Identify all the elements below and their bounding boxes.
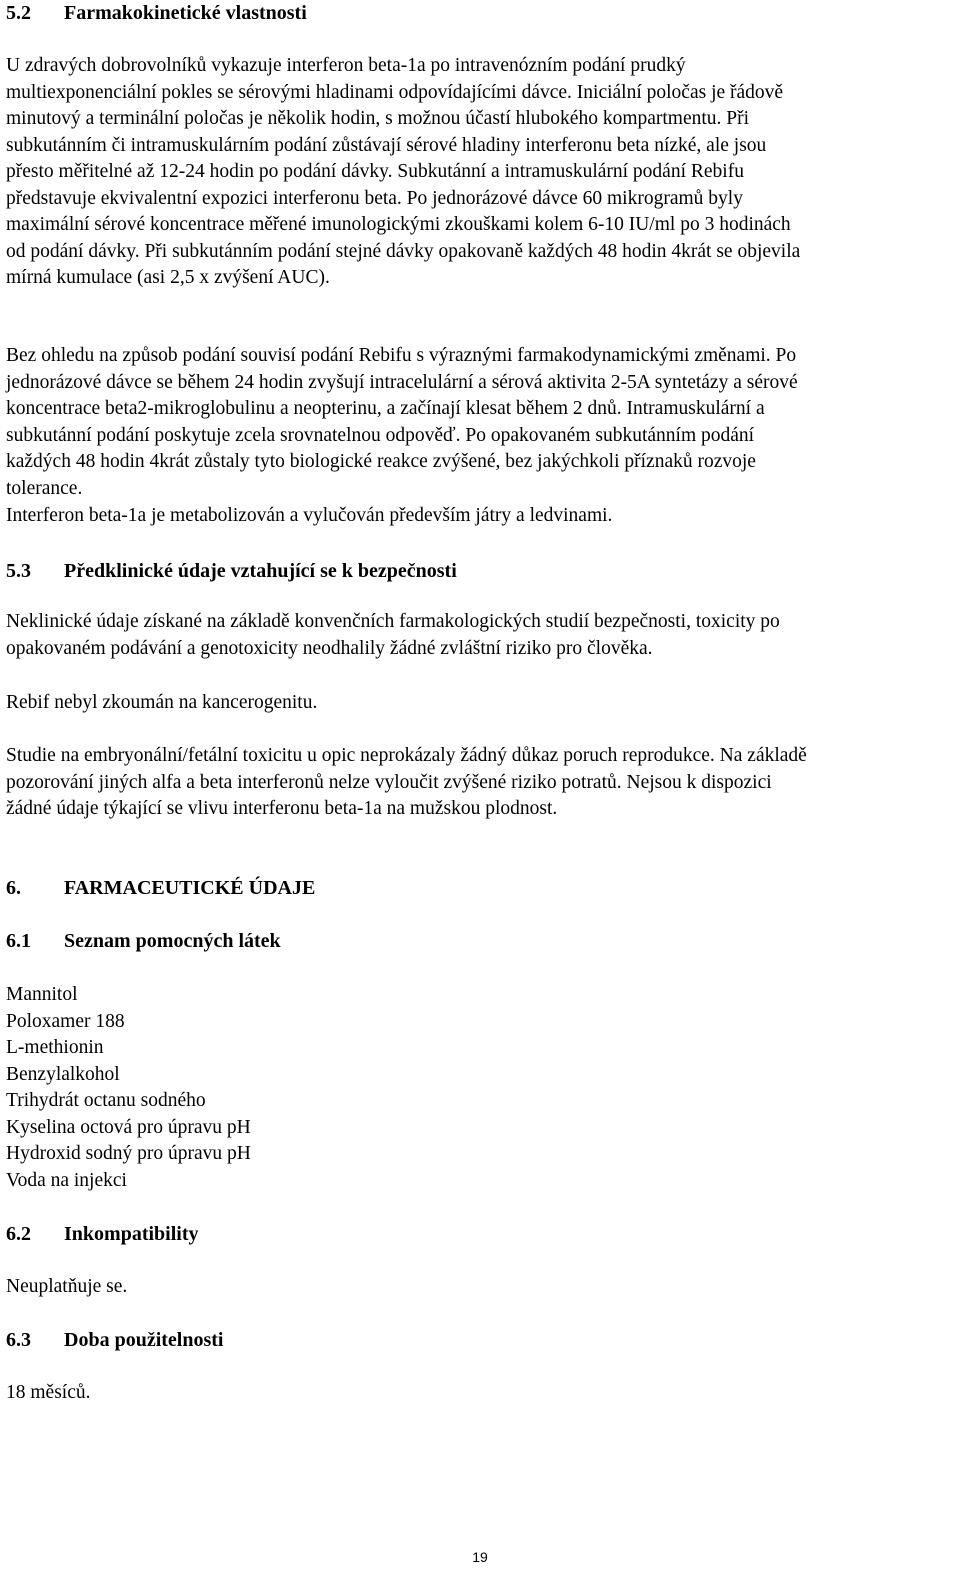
section-6-1-heading	[6, 928, 281, 954]
paragraph-preclinical-1	[6, 609, 954, 662]
list-item: L-methionin	[6, 1037, 104, 1058]
text-line: od podání dávky. Při subkutánním podání stejné dávky opakovaně každých 48 hodin 4krát se objevila	[6, 240, 801, 262]
section-title: FARMACEUTICKÉ ÚDAJE	[64, 877, 316, 899]
section-6-heading	[6, 875, 315, 901]
paragraph-pharmacokinetics-1	[6, 53, 954, 292]
section-title: Předklinické údaje vztahující se k bezpečnosti	[64, 560, 457, 582]
text-line: každých 48 hodin 4krát zůstaly tyto biologické reakce zvýšené, bez jakýchkoli příznaků rozvoje	[6, 451, 756, 472]
section-5-3-heading	[6, 558, 457, 584]
section-number: 6.3	[6, 1329, 31, 1351]
text-line: opakovaném podávání a genotoxicity neodhalily žádné zvláštní riziko pro člověka.	[6, 637, 653, 659]
text-line: Bez ohledu na způsob podání souvisí podání Rebifu s výraznými farmakodynamickými změnami. Po	[6, 345, 797, 366]
text-line: mírná kumulace (asi 2,5 x zvýšení AUC).	[6, 267, 330, 288]
section-title: Doba použitelnosti	[64, 1329, 224, 1351]
text-line: Rebif nebyl zkoumán na kancerogenitu.	[6, 692, 318, 713]
section-number: 6.2	[6, 1223, 31, 1245]
text-line: žádné údaje týkající se vlivu interferonu beta-1a na mužskou plodnost.	[6, 798, 558, 819]
section-title: Farmakokinetické vlastnosti	[64, 2, 307, 24]
text-line: jednorázové dávce se během 24 hodin zvyšují intracelulární a sérová aktivita 2-5A syntetázy a sérové	[6, 371, 798, 393]
paragraph-preclinical-2	[6, 690, 954, 717]
list-item: Kyselina octová pro úpravu pH	[6, 1116, 251, 1138]
text-line: koncentrace beta2-mikroglobulinu a neopterinu, a začínají klesat během 2 dnů. Intramuskulární a	[6, 398, 765, 419]
section-6-2-heading	[6, 1221, 198, 1247]
text-line: subkutánním či intramuskulárním podání zůstávají sérové hladiny interferonu beta nízké, ale jsou	[6, 134, 767, 156]
list-item: Hydroxid sodný pro úpravu pH	[6, 1143, 251, 1164]
section-6-3-heading	[6, 1327, 223, 1353]
paragraph-incompatibilities	[6, 1274, 954, 1301]
text-line: multiexponenciální pokles se sérovými hladinami odpovídajícími dávce. Iniciální poločas je řádově	[6, 81, 784, 103]
paragraph-pharmacokinetics-2	[6, 343, 954, 502]
text-line: U zdravých dobrovolníků vykazuje interferon beta-1a po intravenózním podání prudký	[6, 55, 686, 76]
section-title: Inkompatibility	[64, 1223, 199, 1245]
list-item: Mannitol	[6, 984, 78, 1005]
text-line: minutový a terminální poločas je několik hodin, s možnou účastí hlubokého kompartmentu. Při	[6, 108, 750, 129]
text-line: pozorování jiných alfa a beta interferonů nelze vyloučit zvýšené riziko potratů. Nejsou k dispozici	[6, 771, 772, 793]
list-item: Trihydrát octanu sodného	[6, 1090, 206, 1111]
excipients-list	[6, 982, 251, 1194]
text-line: Neklinické údaje získané na základě konvenčních farmakologických studií bezpečnosti, toxicity po	[6, 611, 780, 632]
list-item: Benzylalkohol	[6, 1063, 120, 1085]
section-title: Seznam pomocných látek	[64, 930, 281, 952]
list-item: Poloxamer 188	[6, 1010, 125, 1032]
section-number: 5.3	[6, 560, 31, 582]
section-number: 5.2	[6, 2, 31, 24]
section-number: 6.	[6, 877, 21, 899]
text-line: Studie na embryonální/fetální toxicitu u opic neprokázaly žádný důkaz poruch reprodukce. Na základě	[6, 745, 807, 766]
text-line: Interferon beta-1a je metabolizován a vylučován především játry a ledvinami.	[6, 505, 613, 526]
section-5-2-heading	[6, 0, 307, 26]
list-item: Voda na injekci	[6, 1169, 127, 1191]
text-line: Neuplatňuje se.	[6, 1276, 128, 1297]
paragraph-shelf-life	[6, 1380, 954, 1407]
text-line: přesto měřitelné až 12-24 hodin po podání dávky. Subkutánní a intramuskulární podání Rebifu	[6, 161, 744, 182]
section-number: 6.1	[6, 930, 31, 952]
text-line: subkutánní podání poskytuje zcela srovnatelnou odpověď. Po opakovaném subkutánním podání	[6, 424, 755, 446]
paragraph-pharmacokinetics-3	[6, 503, 954, 530]
paragraph-preclinical-3	[6, 743, 954, 823]
text-line: tolerance.	[6, 477, 83, 499]
text-line: maximální sérové koncentrace měřené imunologickými zkouškami kolem 6-10 IU/ml po 3 hodinách	[6, 214, 791, 235]
text-line: představuje ekvivalentní expozici interferonu beta. Po jednorázové dávce 60 mikrogramů byly	[6, 187, 743, 209]
page-number: 19	[472, 1549, 488, 1565]
text-line: 18 měsíců.	[6, 1382, 91, 1403]
